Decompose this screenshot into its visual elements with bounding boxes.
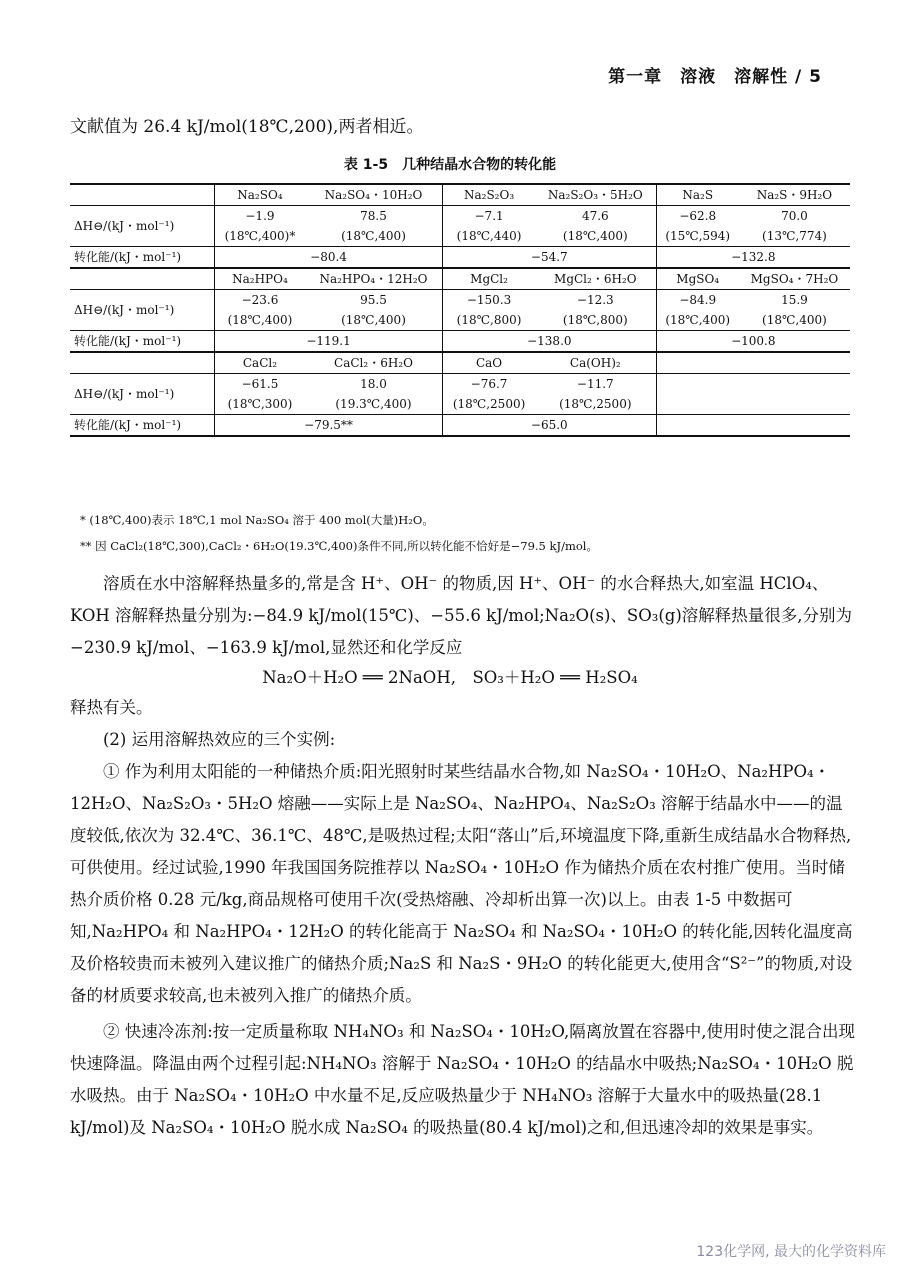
- conversion-row: 转化能/(kJ・mol⁻¹) −80.4 −54.7 −132.8: [70, 247, 850, 269]
- table-caption: 表 1-5 几种结晶水合物的转化能: [343, 157, 557, 173]
- paragraph-4: ② 快速冷冻剂:按一定质量称取 NH₄NO₃ 和 Na₂SO₄・10H₂O,隔离放置在容器中,使用时使之混合出现快速降温。降温由两个过程引起:NH₄NO₃ 溶解于 Na₂SO₄・10H₂O 的结晶水中吸热;Na₂SO₄・10H₂O 脱水吸热。由于 Na₂SO₄・10H₂O 中水量不足,反应吸热量少于 NH₄NO₃ 溶解于大量水中的吸热量(28.1 kJ/mol)及 Na₂SO₄・10H₂O 脱水成 Na₂SO₄ 的吸热量(80.4 kJ/mol)之和,但迅速冷却的效果是事实。: [70, 1022, 855, 1137]
- condition-row: (18℃,300) (19.3℃,400) (18℃,2500) (18℃,2500): [70, 394, 850, 415]
- paragraph-3: ① 作为利用太阳能的一种储热介质:阳光照射时某些结晶水合物,如 Na₂SO₄・10H₂O、Na₂HPO₄・12H₂O、Na₂S₂O₃・5H₂O 熔融——实际上是 Na₂SO₄、Na₂HPO₄、Na₂S₂O₃ 溶解于结晶水中——的温度较低,依次为 32.4℃、36.1℃、48℃,是吸热过程;太阳“落山”后,环境温度下降,重新生成结晶水合物释热,可供使用。经过试验,1990 年我国国务院推荐以 Na₂SO₄・10H₂O 作为储热介质在农村推广使用。当时储热介质价格 0.28 元/kg,商品规格可使用千次(受热熔融、冷却析出算一次)以上。由表 1-5 中数据可知,Na₂HPO₄ 和 Na₂HPO₄・12H₂O 的转化能高于 Na₂SO₄ 和 Na₂SO₄・10H₂O 的转化能,因转化温度高及价格较贵而未被列入建议推广的储热介质;Na₂S 和 Na₂S・9H₂O 的转化能更大,使用含“S²⁻”的物质,对设备的材质要求较高,也未被列入推广的储热介质。: [70, 762, 853, 1005]
- dh-row: ΔH⊖/(kJ・mol⁻¹) −1.9 78.5 −7.1 47.6 −62.8 70.0: [70, 206, 850, 227]
- dh-row: ΔH⊖/(kJ・mol⁻¹) −61.5 18.0 −76.7 −11.7: [70, 374, 850, 395]
- compound-row: Na₂HPO₄ Na₂HPO₄・12H₂O MgCl₂ MgCl₂・6H₂O MgSO₄ MgSO₄・7H₂O: [70, 268, 850, 290]
- watermark: 123化学网, 最大的化学资料库: [696, 1244, 886, 1260]
- compound-row: CaCl₂ CaCl₂・6H₂O CaO Ca(OH)₂: [70, 352, 850, 374]
- page-header: 第一章 溶液 溶解性 / 5: [608, 67, 822, 87]
- dh-row: ΔH⊖/(kJ・mol⁻¹) −23.6 95.5 −150.3 −12.3 −84.9 15.9: [70, 290, 850, 311]
- equation: Na₂O＋H₂O ══ 2NaOH, SO₃＋H₂O ══ H₂SO₄: [262, 668, 638, 687]
- data-table: [70, 183, 850, 437]
- table-footnote-1: * (18℃,400)表示 18℃,1 mol Na₂SO₄ 溶于 400 mol(大量)H₂O。: [80, 513, 434, 527]
- conversion-row: 转化能/(kJ・mol⁻¹) −79.5** −65.0: [70, 415, 850, 437]
- conversion-row: 转化能/(kJ・mol⁻¹) −119.1 −138.0 −100.8: [70, 331, 850, 353]
- intro-line: 文献值为 26.4 kJ/mol(18℃,200),两者相近。: [70, 117, 424, 137]
- compound-row: Na₂SO₄ Na₂SO₄・10H₂O Na₂S₂O₃ Na₂S₂O₃・5H₂O Na₂S Na₂S・9H₂O: [70, 184, 850, 206]
- paragraph-1: 溶质在水中溶解释热量多的,常是含 H⁺、OH⁻ 的物质,因 H⁺、OH⁻ 的水合释热大,如室温 HClO₄、KOH 溶解释热量分别为:−84.9 kJ/mol(15℃)、−55.6 kJ/mol;Na₂O(s)、SO₃(g)溶解释热量很多,分别为−230.9 kJ/mol、−163.9 kJ/mol,显然还和化学反应: [70, 574, 853, 657]
- table-footnote-2: ** 因 CaCl₂(18℃,300),CaCl₂・6H₂O(19.3℃,400)条件不同,所以转化能不恰好是−79.5 kJ/mol。: [80, 539, 598, 553]
- condition-row: (18℃,400) (18℃,400) (18℃,800) (18℃,800) (18℃,400) (18℃,400): [70, 310, 850, 331]
- paragraph-2: (2) 运用溶解热效应的三个实例:: [103, 730, 336, 749]
- condition-row: (18℃,400)* (18℃,400) (18℃,440) (18℃,400) (15℃,594) (13℃,774): [70, 226, 850, 247]
- paragraph-1-end: 释热有关。: [70, 698, 153, 717]
